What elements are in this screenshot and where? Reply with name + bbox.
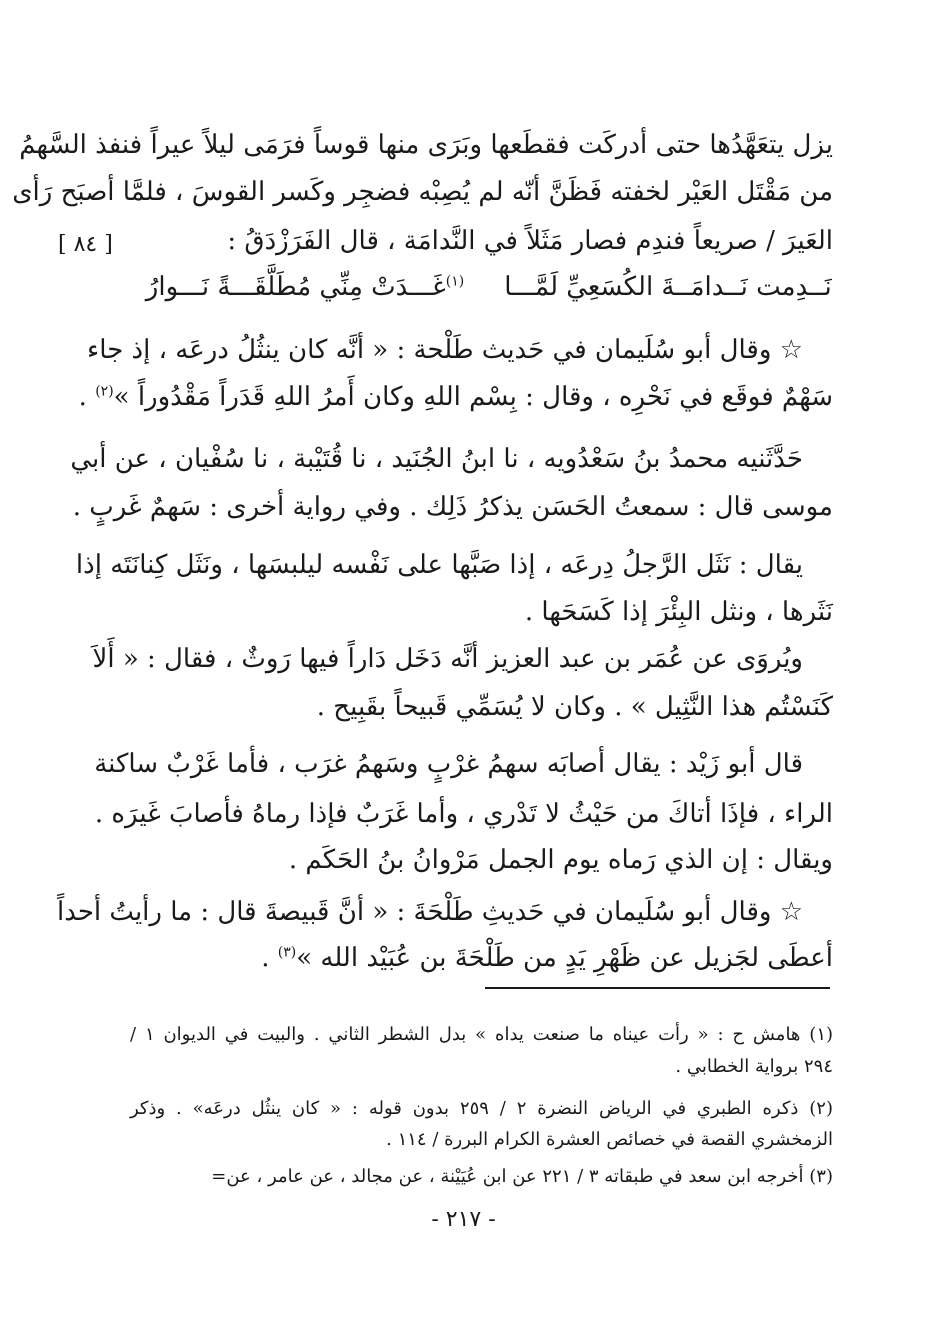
footnote-line: ٢٩٤ برواية الخطابي . [675,1056,833,1077]
text-line: كَنَسْتُم هذا النَّثِيل » . وكان لا يُسَمِّي قَبيحاً بقَبِيح . [316,692,833,722]
text-line: ☆ وقال أبو سُلَيمان في حَديث طَلْحة : « أنَّه كان ينثُلُ درعَه ، إذ جاء [87,335,803,365]
text-line [78,380,833,416]
text-line: يزل يتعَهَّدُها حتى أدركَت فقطَعها وبَرَى منها قوساً فرَمَى ليلاً عيراً فنفذ السَّهمُ [19,130,833,160]
poetry-verse [140,270,833,306]
text-line: من مَقْتَل العَيْر لخفته فَظَنَّ أنّه لم يُصِبْه فضجِر وكَسر القوسَ ، فلمَّا أصبَح رَأى [12,177,833,207]
text-segment: سَهْمٌ فوقَع في نَحْرِه ، وقال : بِسْم اللهِ وكان أَمرُ اللهِ قَدَراً مَقْدُوراً » [113,382,833,412]
text-line: يقال : نَثَل الرَّجلُ دِرعَه ، إذا صَبَّها على نَفْسه ليلبسَها ، ونَثَل كِنانَتَه إذا [75,550,803,580]
text-line: العَيرَ / صريعاً فندِم فصار مَثَلاً في النَّدامَة ، قال الفَرَزْدَقُ : [227,226,833,256]
text-line: موسى قال : سمعتُ الحَسَن يذكرُ ذَلِك . وفي رواية أخرى : سَهمٌ غَربٍ . [72,492,833,522]
page-number: - ٢١٧ - [431,1207,496,1232]
text-line: ويقال : إن الذي رَماه يوم الجمل مَرْوانُ بنُ الحَكَم . [288,845,833,875]
footnote-divider [485,987,830,989]
text-line: ويُروَى عن عُمَر بن عبد العزيز أنَّه دَخَل دَاراً فيها رَوثٌ ، فقال : « أَلاَ [92,644,803,674]
footnote-marker: (١) [445,273,465,290]
verse-first-hemistich: نَــدِمت نَــدامَــةَ الكُسَعِيِّ لَمَّـــا [504,272,832,302]
text-line: الراء ، فإذَا أتاكَ من حَيْثُ لا تَدْري ، وأما غَرَبٌ فإذا رماهُ فأصابَ غَيرَه . [94,799,833,829]
text-segment: أعطَى لجَزيل عن ظَهْرِ يَدٍ من طَلْحَةَ بن عُبَيْد الله » [296,943,833,973]
text-segment: . [261,943,278,973]
verse-second-hemistich [140,270,470,304]
text-line: حَدَّثَنيه محمدُ بنُ سَعْدُويه ، نا ابنُ الجُنَيد ، نا قُتَيْبة ، نا سُفْيان ، عن أبي [70,444,803,474]
footnote-line: (٣) أخرجه ابن سعد في طبقاته ٣ / ٢٢١ عن ابن عُيَيْنة ، عن مجالد ، عن عامر ، عن= [211,1166,833,1187]
text-line: ☆ وقال أبو سُلَيمان في حَديثِ طَلْحَةَ : « أنَّ قَبيصةَ قال : ما رأيتُ أحداً [56,897,803,927]
footnote-line: (١) هامش ح : « رأت عيناه ما صنعت يداه » بدل الشطر الثاني . والبيت في الديوان ١ / [130,1024,834,1045]
footnote-marker: (٣) [277,944,297,961]
footnote-marker: (٢) [95,383,114,400]
text-segment: . [78,382,96,412]
text-line [140,941,833,977]
footnote-line: (٢) ذكره الطبري في الرياض النضرة ٢ / ٢٥٩ بدون قوله : « كان ينثُل درعَه» . وذكر [130,1098,833,1119]
text-line: قال أبو زَيْد : يقال أصابَه سهمُ غرْبٍ وسَهمُ غرَب ، فأما غَرْبٌ ساكنة [94,749,803,779]
text-line: نَثَرها ، ونثل البِئْرَ إذا كَسَحَها . [524,597,833,627]
verse-second-hemistich-text: غَـــدَتْ مِنِّي مُطَلَّقَـــةً نَـــوارُ [145,272,446,302]
footnote-line: الزمخشري القصة في خصائص العشرة الكرام البررة / ١١٤ . [386,1129,833,1150]
margin-page-reference: [ ٨٤ ] [58,232,113,257]
